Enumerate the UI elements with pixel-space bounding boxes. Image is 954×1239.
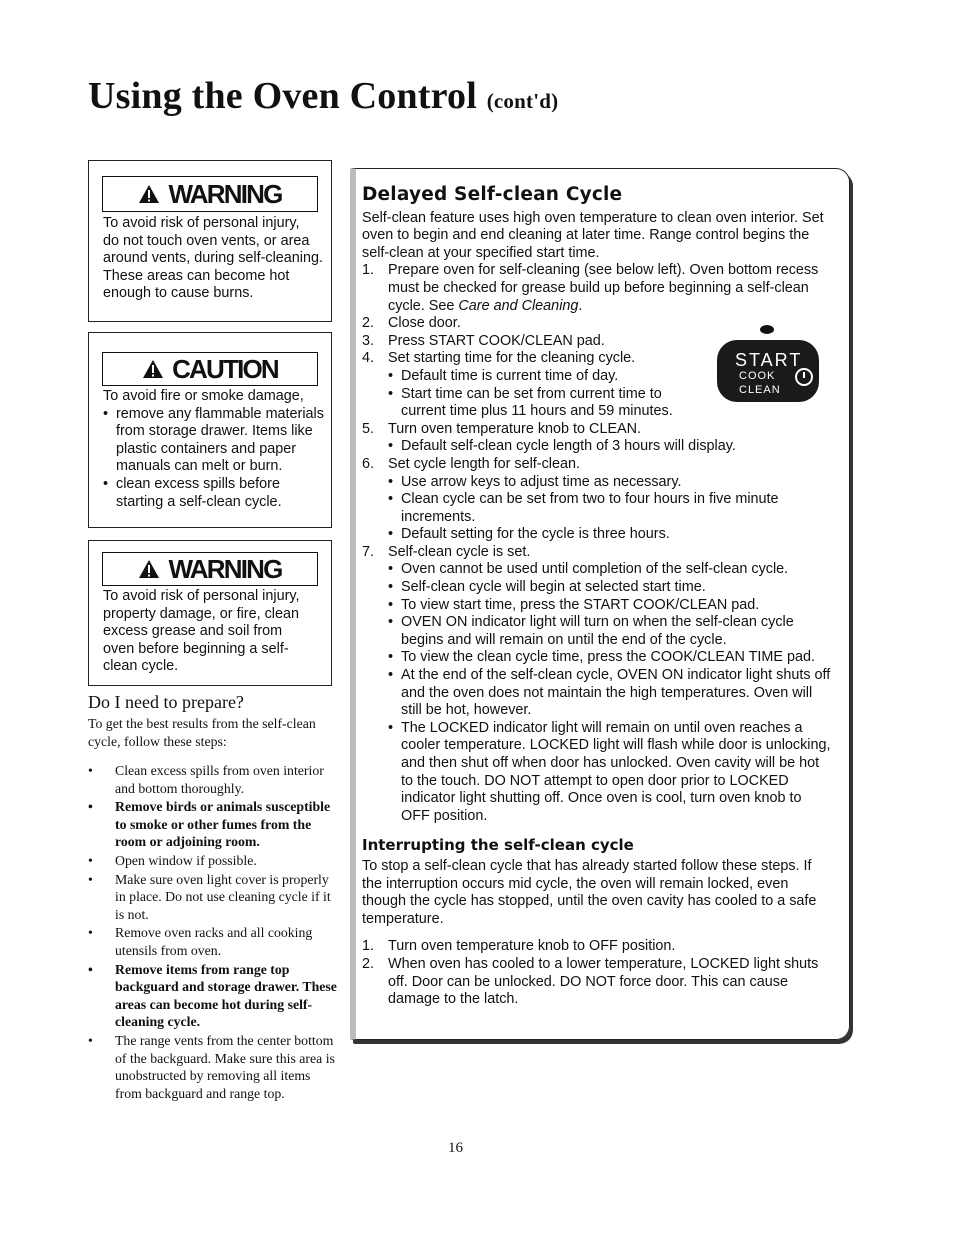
warning-label-2: WARNING xyxy=(168,553,282,584)
step-text: Prepare oven for self-cleaning (see below left). Oven bottom recess must be checked for grease build up before beginning a self-clean cycle. See xyxy=(388,262,819,314)
warning-badge-2 xyxy=(102,552,318,586)
step-bullet: • The LOCKED indicator light will remain on until oven reaches a cooler temperature. LOCKED light will flash while door is unlocking, and then shut off when door has unlocked. Oven cavity will be hot to the touch. DO NOT attempt to open door prior to LOCKED indicator light shutting off. Once oven is cool, turn oven knob to OFF position. xyxy=(388,720,832,826)
prepare-item: • Make sure oven light cover is properly in place. Do not use cleaning cycle if it is not. xyxy=(88,871,338,924)
step-item xyxy=(362,262,832,315)
step-bullet: • Use arrow keys to adjust time as necessary. xyxy=(388,474,832,492)
step-number: 6. xyxy=(362,455,375,472)
prepare-list xyxy=(88,762,338,1103)
step-text: Close door. xyxy=(388,315,461,332)
caution-bullet: • clean excess spills before starting a self-clean cycle. xyxy=(103,476,329,511)
prepare-intro: To get the best results from the self-clean cycle, follow these steps: xyxy=(88,716,316,749)
start-cook-clean-pad xyxy=(717,340,819,402)
step-text: When oven has cooled to a lower temperature, LOCKED light shuts off. Door can be unlocked. DO NOT force door. This can cause damage to the latch. xyxy=(388,955,819,1008)
step-bullet: • Oven cannot be used until completion of the self-clean cycle. xyxy=(388,561,832,579)
step-text-after: . xyxy=(578,297,583,314)
prepare-item: • Open window if possible. xyxy=(88,852,338,870)
warning-line: do not touch oven vents, or area xyxy=(103,232,310,249)
warning-badge-1 xyxy=(102,176,318,212)
step-bullet: • At the end of the self-clean cycle, OVEN ON indicator light shuts off and the oven does not maintain the high temperatures. Oven will still be hot, however. xyxy=(388,667,832,720)
step-bullet: • Start time can be set from current time to current time plus 11 hours and 59 minutes. xyxy=(388,386,688,421)
warning-line: around vents, during self-cleaning. xyxy=(103,250,323,267)
warning-line: These areas can become hot xyxy=(103,267,290,284)
prepare-item: • Clean excess spills from oven interior and bottom thoroughly. xyxy=(88,762,338,797)
step-text-emphasis: Care and Cleaning xyxy=(458,297,579,314)
caution-text xyxy=(103,388,329,511)
prepare-item: • Remove items from range top backguard and storage drawer. These areas can become hot during self-cleaning cycle. xyxy=(88,961,338,1031)
step-number: 7. xyxy=(362,543,375,560)
page-title-sub: (cont'd) xyxy=(486,89,559,113)
step-number: 2. xyxy=(362,955,375,972)
prepare-item: • Remove oven racks and all cooking utensils from oven. xyxy=(88,924,338,959)
step-item xyxy=(362,956,832,1009)
self-clean-content xyxy=(362,186,832,1009)
interrupting-heading: Interrupting the self-clean cycle xyxy=(362,836,634,855)
warning-label-1: WARNING xyxy=(168,178,282,209)
start-pad-line2: COOK xyxy=(739,370,776,382)
step-number: 1. xyxy=(362,938,375,955)
step-item xyxy=(362,421,832,456)
step-text: Turn oven temperature knob to CLEAN. xyxy=(388,420,642,437)
warning-line: property damage, or fire, clean xyxy=(103,605,299,622)
delayed-heading: Delayed Self-clean Cycle xyxy=(362,184,623,205)
indicator-dot xyxy=(760,325,774,334)
caution-badge xyxy=(102,352,318,386)
step-text: Press START COOK/CLEAN pad. xyxy=(388,332,605,349)
prepare-heading: Do I need to prepare? xyxy=(88,692,244,712)
warning-triangle-icon xyxy=(138,559,160,579)
step-text: Set starting time for the cleaning cycle. xyxy=(388,350,636,367)
step-text: Turn oven temperature knob to OFF position. xyxy=(388,938,676,955)
step-item xyxy=(362,456,832,544)
step-bullet: • Clean cycle can be set from two to four hours in five minute increments. xyxy=(388,491,832,526)
start-pad-line3: CLEAN xyxy=(739,384,781,396)
step-bullet: • Default time is current time of day. xyxy=(388,368,688,386)
prepare-item: • Remove birds or animals susceptible to smoke or other fumes from the room or adjoining room. xyxy=(88,798,338,851)
prepare-item: • The range vents from the center bottom of the backguard. Make sure this area is unobstructed by removing all items from backguard and range top. xyxy=(88,1032,338,1102)
page-number: 16 xyxy=(448,1140,463,1156)
warning-line: enough to cause burns. xyxy=(103,285,254,302)
warning-line: To avoid risk of personal injury, xyxy=(103,215,300,231)
interrupting-steps xyxy=(362,938,832,1008)
warning-line: excess grease and soil from xyxy=(103,623,283,640)
warning-triangle-icon xyxy=(142,359,164,379)
step-text: Set cycle length for self-clean. xyxy=(388,455,580,472)
step-text: Self-clean cycle is set. xyxy=(388,543,531,560)
step-bullet: • To view the clean cycle time, press the COOK/CLEAN TIME pad. xyxy=(388,649,832,667)
start-pad-line1: START xyxy=(735,350,803,370)
step-number: 1. xyxy=(362,262,375,279)
page-title xyxy=(88,74,558,118)
warning-triangle-icon xyxy=(138,184,160,204)
step-number: 3. xyxy=(362,332,375,349)
step-item xyxy=(362,544,832,826)
caution-bullet: • remove any flammable materials from storage drawer. Items like plastic containers and paper manuals can melt or burn. xyxy=(103,406,329,476)
page-title-main: Using the Oven Control xyxy=(88,75,478,117)
step-item xyxy=(362,938,832,956)
caution-intro: To avoid fire or smoke damage, xyxy=(103,388,304,404)
step-number: 2. xyxy=(362,315,375,332)
interrupting-intro: To stop a self-clean cycle that has already started follow these steps. If the interruption occurs mid cycle, the oven will remain locked, even though the cycle has stopped, until the oven cavity has cooled to a safe temperature. xyxy=(362,857,817,927)
step-number: 4. xyxy=(362,350,375,367)
step-bullet: • OVEN ON indicator light will turn on when the self-clean cycle begins and will remain on until the end of the cycle. xyxy=(388,614,832,649)
delayed-intro: Self-clean feature uses high oven temperature to clean oven interior. Set oven to begin and end cleaning at later time. Range control begins the self-clean at your specified start time. xyxy=(362,209,824,261)
warning-line: clean cycle. xyxy=(103,658,179,675)
warning-text-2 xyxy=(103,588,329,676)
warning-line: To avoid risk of personal injury, xyxy=(103,588,300,604)
warning-text-1 xyxy=(103,215,331,303)
warning-line: oven before beginning a self- xyxy=(103,640,289,657)
step-number: 5. xyxy=(362,420,375,437)
step-bullet: • To view start time, press the START COOK/CLEAN pad. xyxy=(388,597,832,615)
step-bullet: • Self-clean cycle will begin at selected start time. xyxy=(388,579,832,597)
step-bullet: • Default setting for the cycle is three hours. xyxy=(388,526,832,544)
caution-label: CAUTION xyxy=(172,353,278,384)
step-bullet: • Default self-clean cycle length of 3 hours will display. xyxy=(388,438,832,456)
clock-icon xyxy=(795,368,813,386)
